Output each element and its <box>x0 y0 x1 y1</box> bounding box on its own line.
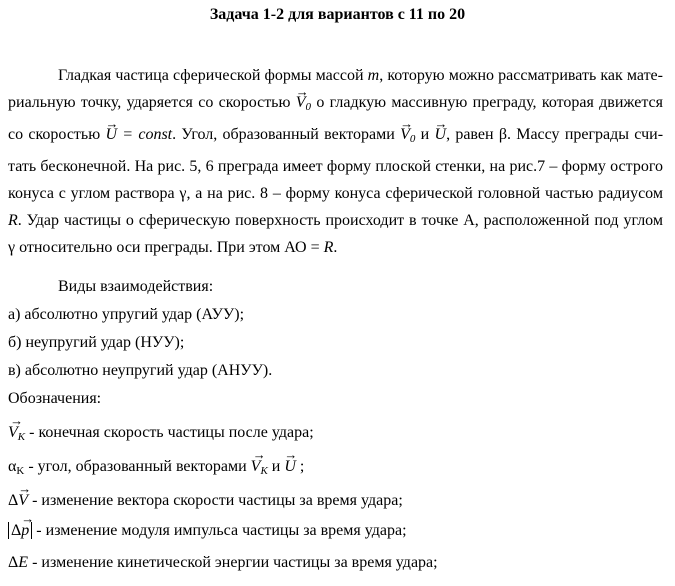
vector-v0: → $V_0$ <box>296 89 311 121</box>
vector-u: → U <box>105 121 117 148</box>
para-line-2: риальную точку, ударяется со скоростью → $V_0$ о гладкую массивную преграду, которая движется <box>8 89 663 121</box>
para-line-4: тать бесконечной. На рис. 5, 6 преграда имеет форму плоской стенки, на рис.7 – форму острого <box>8 158 663 175</box>
vector-v0: → $V_0$ <box>400 121 415 153</box>
para-line-7: γ относительно оси преграды. При этом АО = R. <box>8 239 338 256</box>
vector-u: → U <box>435 121 447 148</box>
interaction-heading: Виды взаимодействия: <box>58 278 214 295</box>
vector-vk: → $V_K$ <box>251 458 268 477</box>
vector-u: → U <box>284 458 296 476</box>
interaction-item-elastic: а) абсолютно упругий удар (АУУ); <box>8 306 245 323</box>
interaction-item-perfectly-inelastic: в) абсолютно неупругий удар (АНУУ). <box>8 362 273 379</box>
vector-v: → V <box>18 492 28 510</box>
vector-p: → p <box>21 522 29 540</box>
interaction-item-inelastic: б) неупругий удар (НУУ); <box>8 334 185 351</box>
notation-heading: Обозначения: <box>8 390 102 407</box>
para-line-3: со скоростью → U = const. Угол, образованный векторами → $V_0$ и → U, равен β. Массу преграды счи- <box>8 121 663 153</box>
notation-delta-e: ΔE - изменение кинетической энергии частицы за время удара; <box>8 554 438 571</box>
problem-title: Задача 1-2 для вариантов с 11 по 20 <box>209 6 466 23</box>
para-line-6: R. Удар частицы о сферическую поверхность происходит в точке А, расположенной под углом <box>8 212 663 229</box>
notation-vk: → $V_K$ - конечная скорость частицы после удара; <box>8 424 314 443</box>
notation-alpha: $\alpha_K$ - угол, образованный векторами → $V_K$ и → U ; <box>8 458 304 477</box>
para-line-1: Гладкая частица сферической формы массой m, которую можно рассматривать как мате- <box>58 67 663 84</box>
vector-vk: → $V_K$ <box>8 424 25 443</box>
problem-description <box>8 62 663 261</box>
notation-delta-p: Δ→ p - изменение модуля импульса частицы за время удара; <box>8 522 407 540</box>
notation-delta-v: Δ→ V - изменение вектора скорости частицы за время удара; <box>8 492 403 510</box>
para-line-5: конуса с углом раствора γ, а на рис. 8 – форму конуса сферической головной частью радиусом <box>8 185 663 202</box>
abs-delta-p: Δ→ p <box>8 522 32 539</box>
